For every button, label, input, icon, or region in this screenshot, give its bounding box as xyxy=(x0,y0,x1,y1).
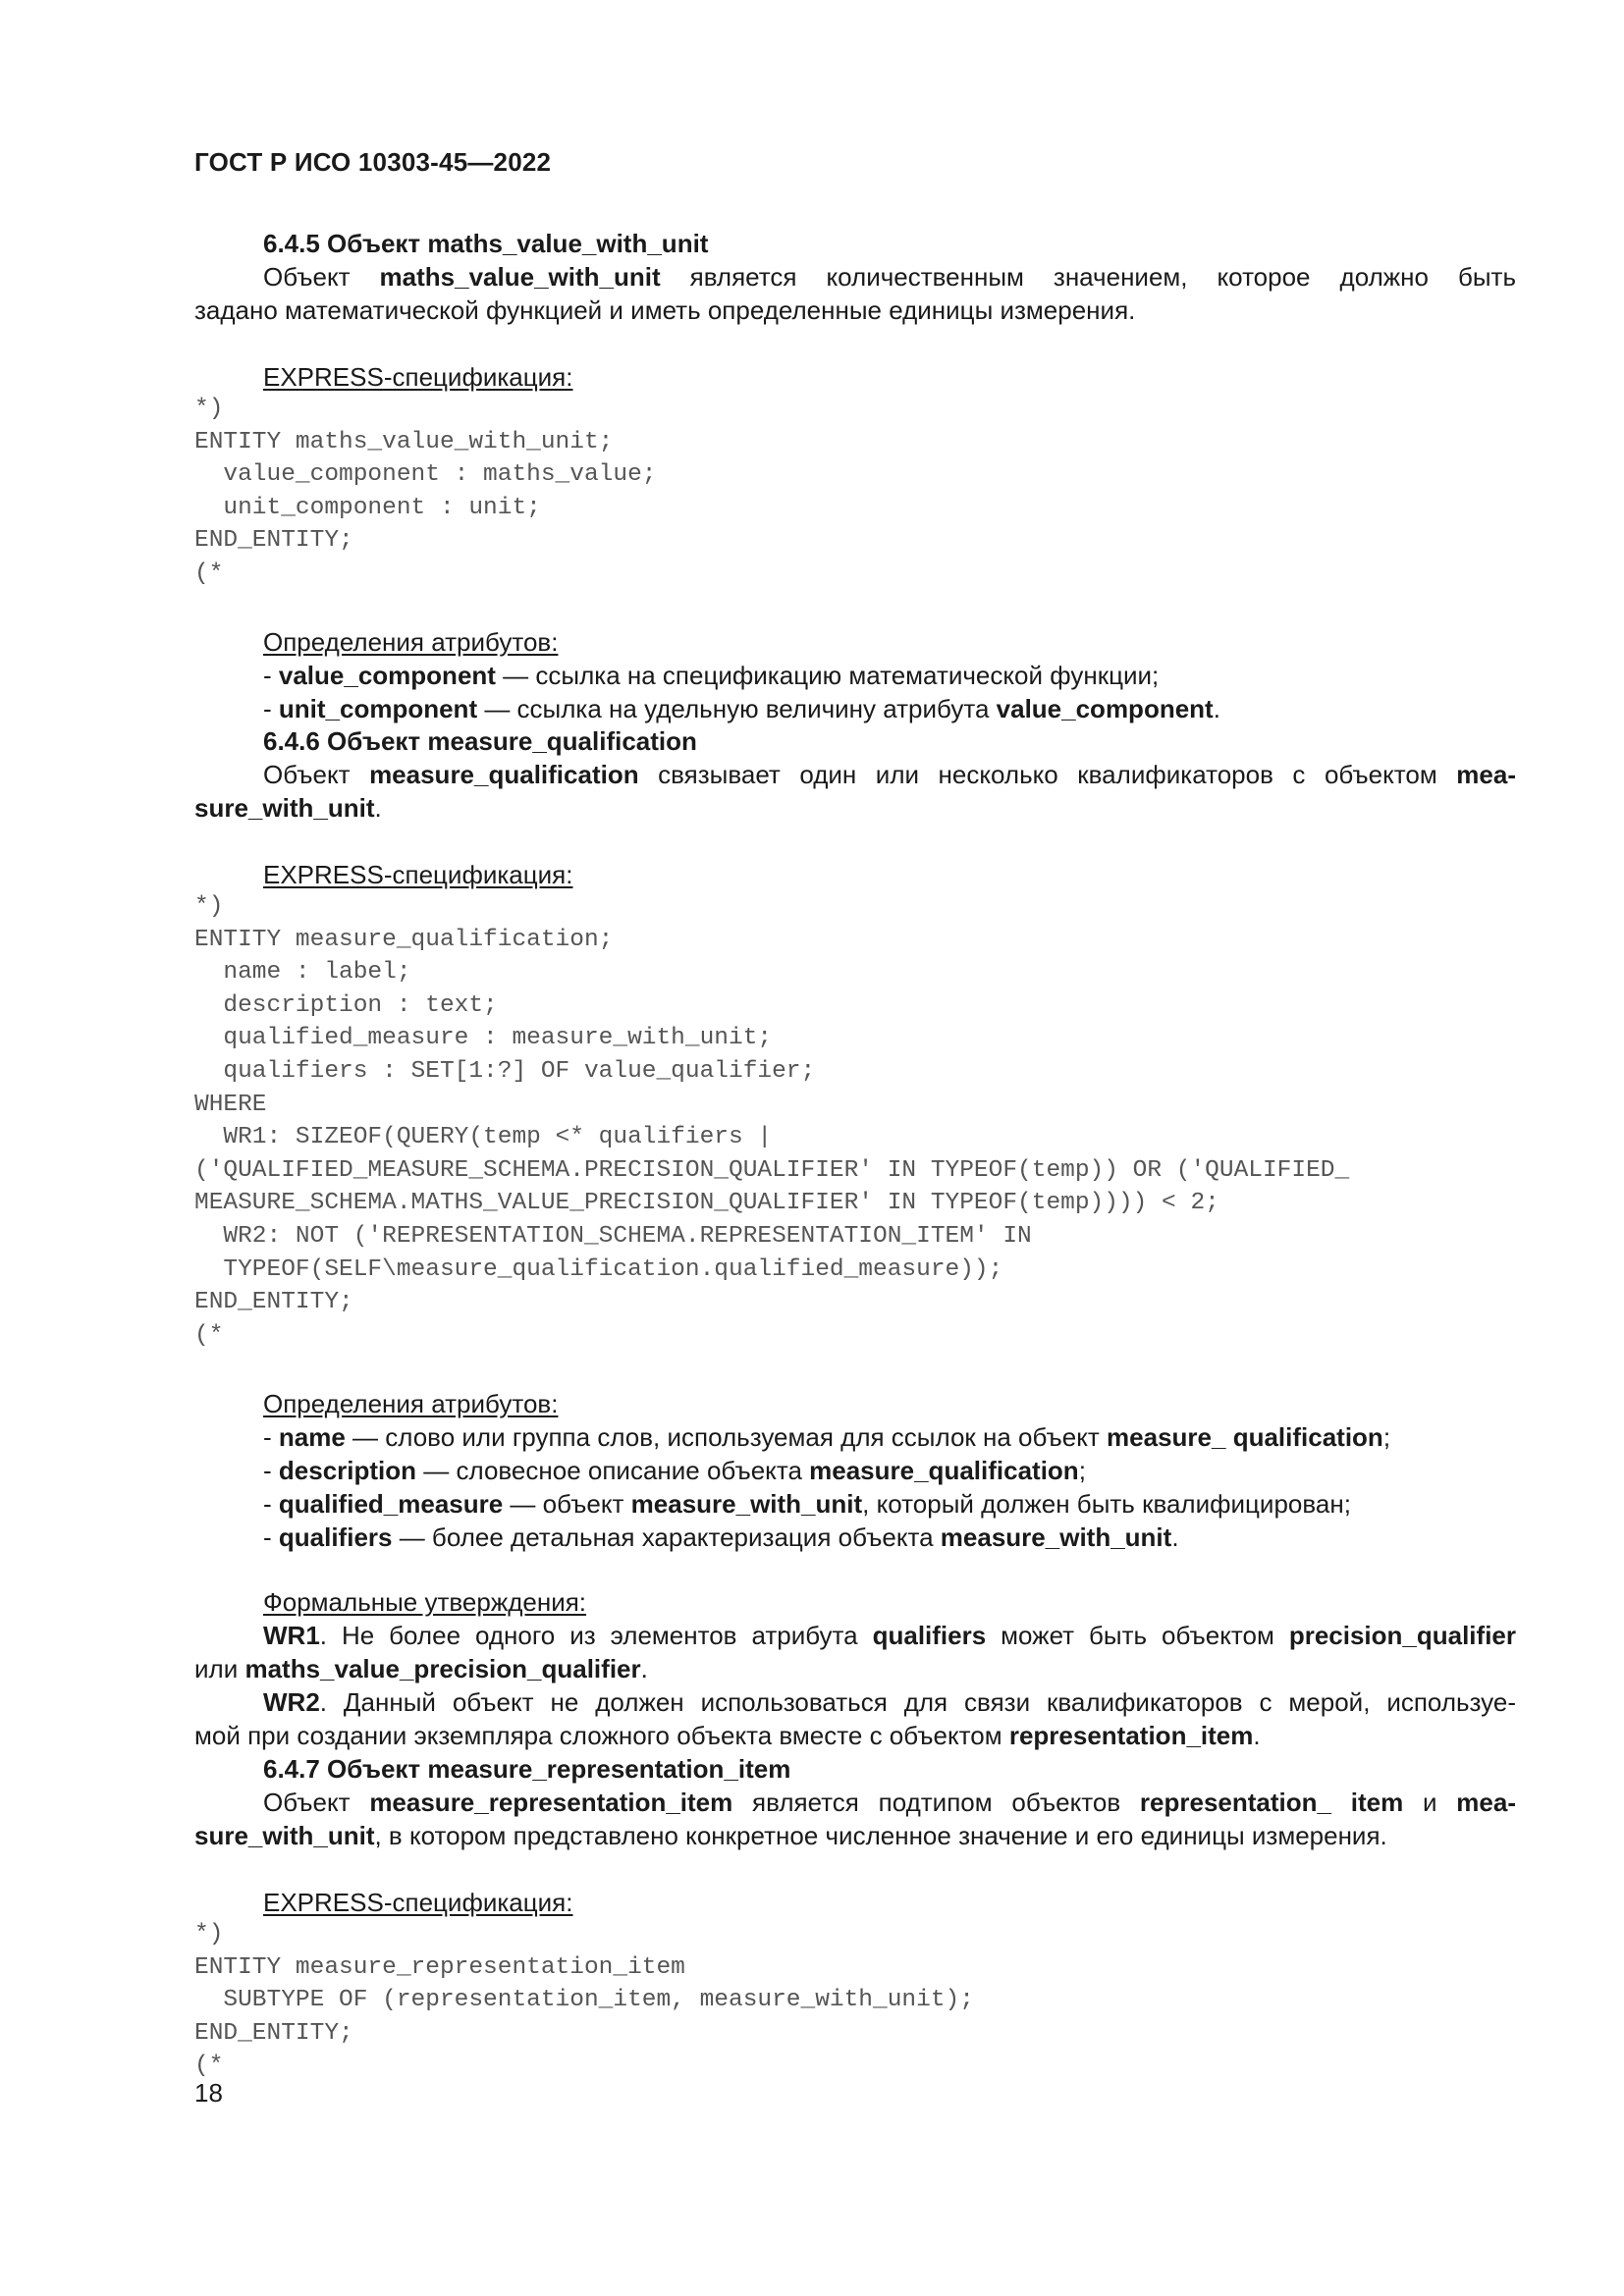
attr-item: - qualifiers — более детальная характеризация объекта measure_with_unit. xyxy=(263,1522,1179,1552)
paragraph-line: задано математической функцией и иметь определенные единицы измерения. xyxy=(194,295,1136,325)
wr2-line: мой при создании экземпляра сложного объекта вместе с объектом representation_item. xyxy=(194,1721,1261,1750)
paragraph-line: Объект measure_representation_item является подтипом объектов representation_ item и mea- xyxy=(263,1788,1516,1817)
express-label: EXPRESS-спецификация: xyxy=(263,860,573,889)
attr-item: - description — словесное описание объекта measure_qualification; xyxy=(263,1456,1086,1485)
section-6-4-5 xyxy=(194,227,1516,327)
paragraph-line: sure_with_unit, в котором представлено конкретное численное значение и его единицы измерения. xyxy=(194,1821,1387,1850)
paragraph-line: Объект measure_qualification связывает один или несколько квалификаторов с объектом mea- xyxy=(263,760,1516,789)
attr-item: - value_component — ссылка на спецификацию математической функции; xyxy=(263,661,1160,690)
section-heading: 6.4.6 Объект measure_qualification xyxy=(263,726,697,756)
attr-item: - qualified_measure — объект measure_with_unit, который должен быть квалифицирован; xyxy=(263,1489,1351,1519)
express-label: EXPRESS-спецификация: xyxy=(263,362,573,392)
formal-label: Формальные утверждения: xyxy=(263,1587,587,1617)
attribute-definitions xyxy=(194,1387,1516,1554)
attr-item: - name — слово или группа слов, используемая для ссылок на объект measure_ qualification; xyxy=(263,1422,1391,1452)
wr2-line: WR2. Данный объект не должен использоваться для связи квалификаторов с мерой, используе- xyxy=(263,1687,1516,1717)
express-code-block: *) ENTITY maths_value_with_unit; value_component : maths_value; unit_component : unit; END_ENTITY; (* xyxy=(194,396,657,587)
wr1-line: WR1. Не более одного из элементов атрибута qualifiers может быть объектом precision_qualifier xyxy=(263,1621,1516,1650)
attr-label: Определения атрибутов: xyxy=(263,1389,559,1418)
formal-statements xyxy=(194,1585,1516,1752)
attribute-definitions xyxy=(194,625,1516,725)
paragraph-line: sure_with_unit. xyxy=(194,793,382,823)
section-heading: 6.4.7 Объект measure_representation_item xyxy=(263,1754,791,1784)
section-6-4-6 xyxy=(194,724,1516,825)
attr-item: - unit_component — ссылка на удельную величину атрибута value_component. xyxy=(263,694,1220,723)
section-6-4-7 xyxy=(194,1752,1516,1852)
express-code-block: *) ENTITY measure_representation_item SUBTYPE OF (representation_item, measure_with_unit); END_ENTITY; (* xyxy=(194,1921,974,2080)
express-label: EXPRESS-спецификация: xyxy=(263,1888,573,1917)
document-header: ГОСТ Р ИСО 10303-45—2022 xyxy=(194,147,552,177)
attr-label: Определения атрибутов: xyxy=(263,627,559,657)
page-number: 18 xyxy=(194,2078,223,2108)
express-code-block: *) ENTITY measure_qualification; name : label; description : text; qualified_measure : measure_with_unit; qualifiers : SET[1:?] OF value_qualifier; WHERE WR1: SIZEOF(QUERY(temp <* qualifiers | ('QUALIFIED_MEASURE_SCHEMA.PRECISION_QUALIFIER' IN TYPEOF(temp)) OR ('QUALIFIED_ MEASURE_SCHEMA.MATHS_VALUE_PRECISION_QUALIFIER' IN TYPEOF(temp)))) < 2; WR2: NOT ('REPRESENTATION_SCHEMA.REPRESENTATION_ITEM' IN TYPEOF(SELF\measure_qualification.qualified_measure)); END_ENTITY; (* xyxy=(194,893,1350,1349)
paragraph-line: Объект maths_value_with_unit является количественным значением, которое должно быть xyxy=(263,262,1517,292)
wr1-line: или maths_value_precision_qualifier. xyxy=(194,1654,648,1683)
section-heading: 6.4.5 Объект maths_value_with_unit xyxy=(263,229,709,258)
